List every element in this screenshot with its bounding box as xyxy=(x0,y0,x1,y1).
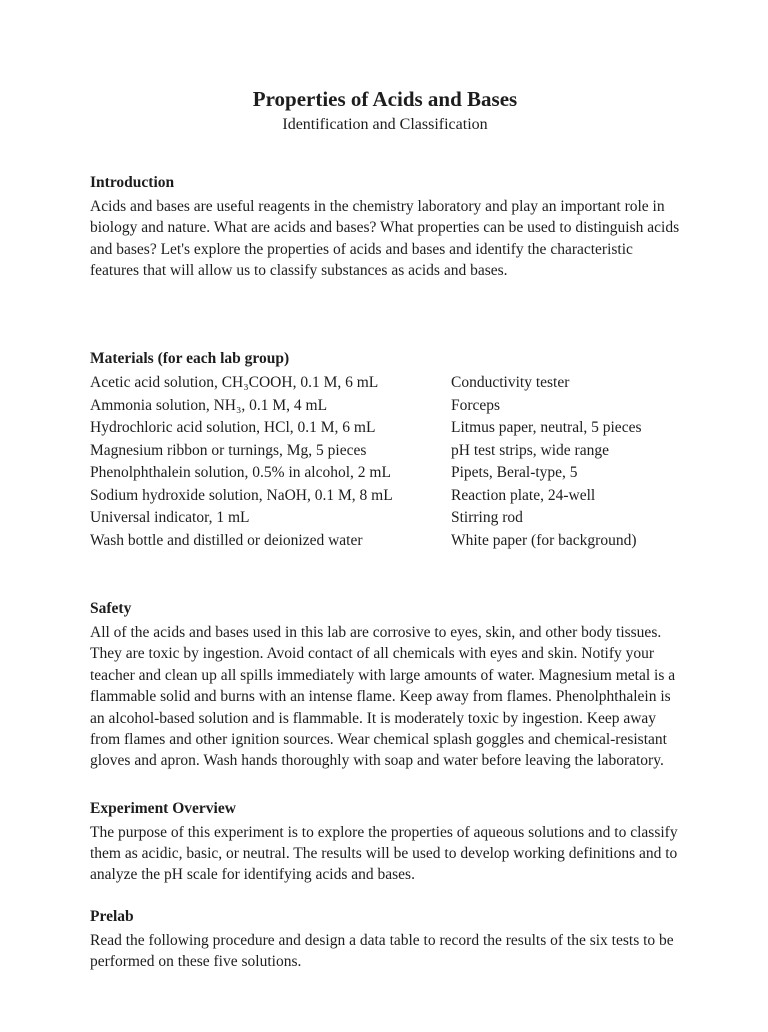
materials-item: Universal indicator, 1 mL xyxy=(90,509,250,527)
materials-item: Wash bottle and distilled or deionized water xyxy=(90,531,363,549)
safety-body: All of the acids and bases used in this lab are corrosive to eyes, skin, and other body tissues. They are toxic by ingestion. Avoid contact of all chemicals with eyes and skin. Notify your teacher and clean up all spills immediately with large amounts of water. Magnesium metal is a flammable solid and burns with an intense flame. Keep away from flames. Phenolphthalein is an alcohol-based solution and is flammable. It is moderately toxic by ingestion. Keep away from flames and other ignition sources. Wear chemical splash goggles and chemical-resistant gloves and apron. Wash hands thoroughly with soap and water before leaving the laboratory. xyxy=(90,624,676,770)
safety-heading: Safety xyxy=(90,600,132,618)
materials-item: pH test strips, wide range xyxy=(451,441,609,459)
experiment-overview-body: The purpose of this experiment is to explore the properties of aqueous solutions and to classify them as acidic, basic, or neutral. The results will be used to develop working definitions and to analyze the pH scale for identifying acids and bases. xyxy=(90,823,678,884)
materials-heading: Materials (for each lab group) xyxy=(90,350,290,368)
section-materials xyxy=(90,349,680,552)
materials-item: Phenolphthalein solution, 0.5% in alcohol, 2 mL xyxy=(90,464,391,482)
prelab-heading: Prelab xyxy=(90,907,134,925)
materials-item: Acetic acid solution, CH₃COOH, 0.1 M, 6 mL xyxy=(90,374,379,392)
page-subtitle: Identification and Classification xyxy=(282,116,488,134)
materials-item: Forceps xyxy=(451,396,501,414)
section-prelab xyxy=(90,907,680,973)
materials-item: Sodium hydroxide solution, NaOH, 0.1 M, 8 mL xyxy=(90,486,393,504)
materials-item: Ammonia solution, NH₃, 0.1 M, 4 mL xyxy=(90,396,328,414)
materials-item: Pipets, Beral-type, 5 xyxy=(451,464,578,482)
section-introduction xyxy=(90,173,680,281)
materials-columns xyxy=(90,372,680,552)
introduction-heading: Introduction xyxy=(90,174,175,192)
materials-item: Reaction plate, 24-well xyxy=(451,486,596,504)
materials-item: White paper (for background) xyxy=(451,531,637,549)
materials-left-list xyxy=(90,372,451,552)
materials-item: Conductivity tester xyxy=(451,374,570,392)
section-experiment-overview xyxy=(90,799,680,886)
materials-item: Hydrochloric acid solution, HCl, 0.1 M, 6 mL xyxy=(90,419,376,437)
experiment-overview-heading: Experiment Overview xyxy=(90,799,236,817)
materials-item: Stirring rod xyxy=(451,509,523,527)
introduction-body: Acids and bases are useful reagents in the chemistry laboratory and play an important role in biology and nature. What are acids and bases? What properties can be used to distinguish acids and bases? Let's explore the properties of acids and bases and identify the characteristic features that will allow us to classify substances as acids and bases. xyxy=(90,197,680,280)
prelab-body: Read the following procedure and design a data table to record the results of the six tests to be performed on these five solutions. xyxy=(90,931,674,971)
section-safety xyxy=(90,599,680,772)
materials-item: Magnesium ribbon or turnings, Mg, 5 pieces xyxy=(90,441,367,459)
materials-item: Litmus paper, neutral, 5 pieces xyxy=(451,419,642,437)
materials-right-list xyxy=(451,372,680,552)
page-title: Properties of Acids and Bases xyxy=(252,87,518,111)
